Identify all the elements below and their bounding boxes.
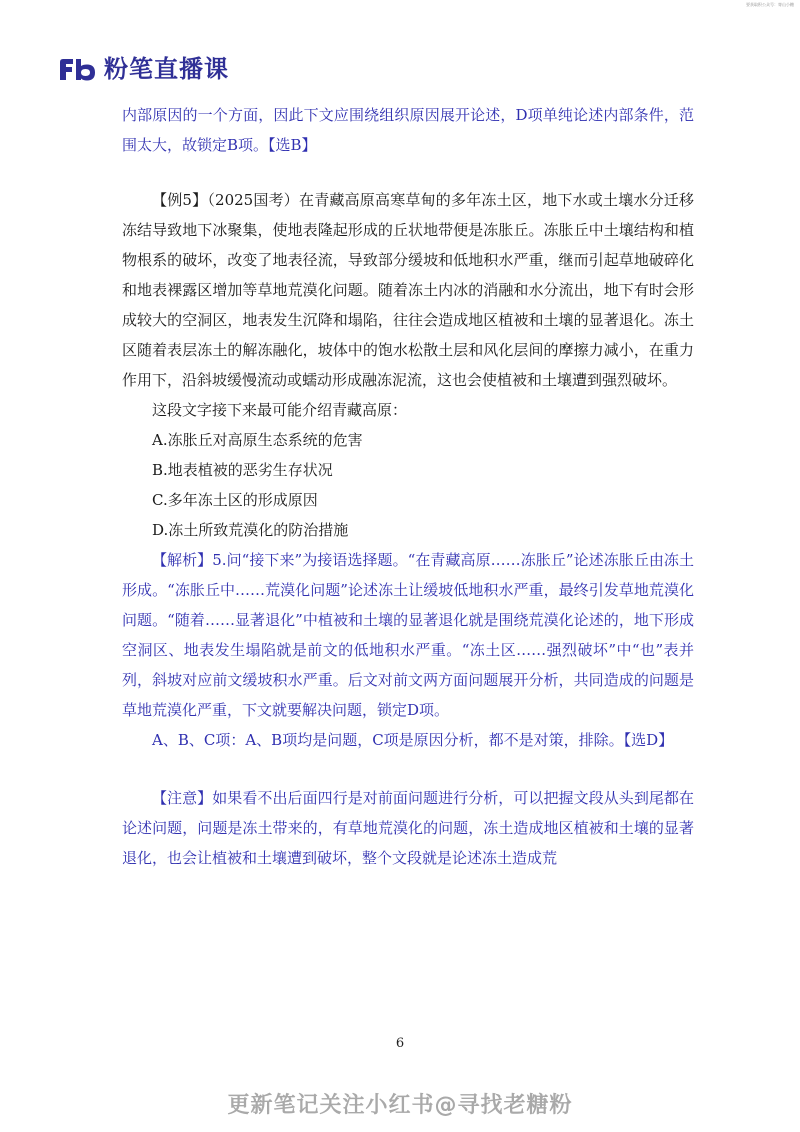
previous-answer-text: 内部原因的一个方面，因此下文应围绕组织原因展开论述，D项单纯论述内部条件，范围太大，故锁定B项。【选B】: [122, 106, 694, 154]
option-c: C.多年冻土区的形成原因: [152, 491, 318, 509]
note-text: 【注意】如果看不出后面四行是对前面问题进行分析，可以把握文段从头到尾都在论述问题，问题是冻土带来的，有草地荒漠化的问题，冻土造成地区植被和土壤的显著退化，也会让植被和土壤遭到破坏，整个文段就是论述冻土造成荒: [122, 789, 694, 867]
fenbi-logo-icon: [56, 56, 98, 82]
option-a: A.冻胀丘对高原生态系统的危害: [152, 431, 363, 449]
document-body: [122, 100, 694, 873]
option-d: D.冻土所致荒漠化的防治措施: [152, 521, 349, 539]
option-b: B.地表植被的恶劣生存状况: [152, 461, 333, 479]
brand-header: [56, 54, 229, 84]
page-number: 6: [395, 1036, 405, 1051]
elimination-text: A、B、C项：A、B项均是问题，C项是原因分析，都不是对策，排除。【选D】: [152, 731, 674, 749]
analysis-text: 【解析】5.问“接下来”为接语选择题。“在青藏高原……冻胀丘”论述冻胀丘由冻土形成。“冻胀丘中……荒漠化问题”论述冻土让缓坡低地积水严重，最终引发草地荒漠化问题。“随着……显著退化”中植被和土壤的显著退化就是围绕荒漠化论述的，地下形成空洞区、地表发生塌陷就是前文的低地积水严重。“冻土区……强烈破坏”中“也”表并列，斜坡对应前文缓坡积水严重。后文对前文两方面问题展开分析，共同造成的问题是草地荒漠化严重，下文就要解决问题，锁定D项。: [122, 551, 694, 719]
question-prompt: 这段文字接下来最可能介绍青藏高原：: [152, 401, 408, 419]
watermark-text: 更新笔记关注小红书@寻找老糖粉: [227, 1093, 573, 1118]
brand-name: 粉笔直播课: [104, 55, 229, 83]
example-passage: 【例5】（2025国考）在青藏高原高寒草甸的多年冻土区，地下水或土壤水分迁移冻结导致地下冰聚集，使地表隆起形成的丘状地带便是冻胀丘。冻胀丘中土壤结构和植物根系的破坏，改变了地表径流，导致部分缓坡和低地积水严重，继而引起草地破碎化和地表裸露区增加等草地荒漠化问题。随着冻土内冰的消融和水分流出，地下有时会形成较大的空洞区，地表发生沉降和塌陷，往往会造成地区植被和土壤的显著退化。冻土区随着表层冻土的解冻融化，坡体中的饱水松散土层和风化层间的摩擦力减小，在重力作用下，沿斜坡缓慢流动或蠕动形成融冻泥流，这也会使植被和土壤遭到强烈破坏。: [122, 191, 694, 389]
corner-note: 要获取积公众号：寄山小糖: [746, 2, 794, 7]
